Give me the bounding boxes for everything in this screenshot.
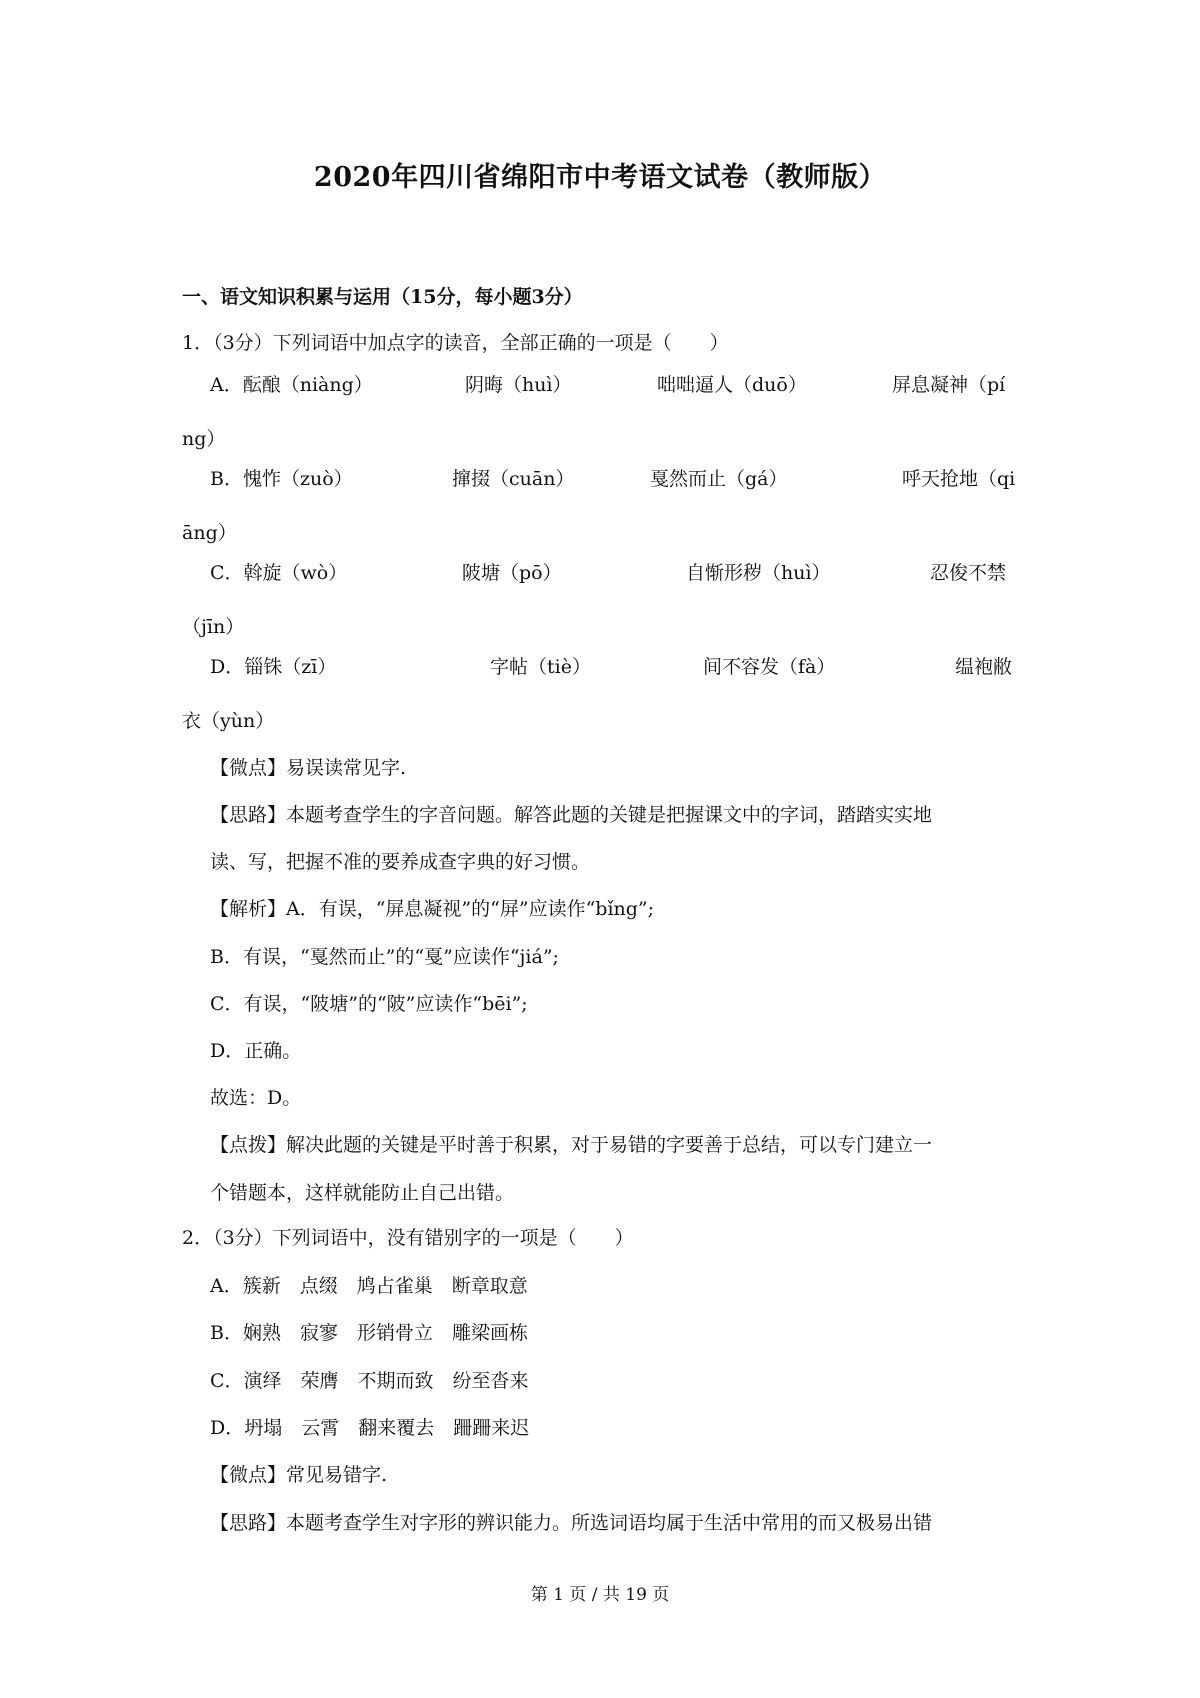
q1-option-a-4: 屏息凝神（pí <box>892 374 1006 396</box>
q2-option-d: D．坍塌 云霄 翻来覆去 跚跚来迟 <box>210 1417 530 1439</box>
q1-option-d-3: 间不容发（fà） <box>703 656 836 678</box>
q2-option-a: A．簇新 点缀 鸠占雀巢 断章取意 <box>210 1275 528 1297</box>
q2-silu-line1: 【思路】本题考查学生对字形的辨识能力。所选词语均属于生活中常用的而又极易出错 <box>210 1512 933 1534</box>
question-2-stem: 2．（3分）下列词语中，没有错别字的一项是（ ） <box>182 1227 634 1249</box>
q1-jiexi-line1: 【解析】A．有误，“屏息凝视”的“屏”应读作“bǐng”; <box>210 898 655 920</box>
q2-weidian: 【微点】常见易错字. <box>210 1464 388 1486</box>
q1-option-a-1: A．酝酿（niàng） <box>210 374 373 396</box>
q1-option-c-5: （jīn） <box>182 616 245 638</box>
q1-option-d-2: 字帖（tiè） <box>490 656 591 678</box>
question-1-stem: 1．（3分）下列词语中加点字的读音，全部正确的一项是（ ） <box>182 332 729 354</box>
q1-option-c-1: C．斡旋（wò） <box>210 562 348 584</box>
q1-option-b-1: B．愧怍（zuò） <box>210 468 353 490</box>
q1-dianbo-line2: 个错题本，这样就能防止自己出错。 <box>210 1182 515 1204</box>
q1-silu-line2: 读、写，把握不准的要养成查字典的好习惯。 <box>210 851 591 873</box>
q1-option-c-3: 自惭形秽（huì） <box>686 562 831 584</box>
q1-option-a-2: 阴晦（huì） <box>465 374 572 396</box>
q1-option-a-5: ng） <box>182 428 226 450</box>
q2-option-c: C．演绎 荣膺 不期而致 纷至沓来 <box>210 1370 529 1392</box>
q1-jiexi-line3: C．有误，“陂塘”的“陂”应读作“bēi”; <box>210 993 528 1015</box>
section-heading: 一、语文知识积累与运用（15分，每小题3分） <box>182 286 583 308</box>
q1-answer: 故选：D。 <box>210 1087 302 1109</box>
page-title: 2020年四川省绵阳市中考语文试卷（教师版） <box>313 162 887 193</box>
page-footer: 第 1 页 / 共 19 页 <box>530 1585 670 1605</box>
q1-option-a-3: 咄咄逼人（duō） <box>657 374 807 396</box>
q1-option-b-5: āng） <box>182 522 237 544</box>
q1-option-b-4: 呼天抢地（qi <box>902 468 1016 490</box>
q1-weidian: 【微点】易误读常见字. <box>210 757 407 779</box>
q1-jiexi-line4: D．正确。 <box>210 1040 302 1062</box>
q1-dianbo-line1: 【点拨】解决此题的关键是平时善于积累，对于易错的字要善于总结，可以专门建立一 <box>210 1134 933 1156</box>
q2-option-b: B．娴熟 寂寥 形销骨立 雕梁画栋 <box>210 1322 528 1344</box>
q1-option-c-2: 陂塘（pō） <box>462 562 562 584</box>
q1-option-d-1: D．锱铢（zī） <box>210 656 337 678</box>
q1-option-b-3: 戛然而止（gá） <box>650 468 788 490</box>
q1-silu-line1: 【思路】本题考查学生的字音问题。解答此题的关键是把握课文中的字词，踏踏实实地 <box>210 804 933 826</box>
q1-option-d-5: 衣（yùn） <box>182 710 275 732</box>
q1-option-b-2: 撺掇（cuān） <box>452 468 575 490</box>
q1-option-d-4: 缊袍敝 <box>955 656 1013 678</box>
q1-option-c-4: 忍俊不禁 <box>930 562 1007 584</box>
q1-jiexi-line2: B．有误，“戛然而止”的“戛”应读作“jiá”; <box>210 946 559 968</box>
